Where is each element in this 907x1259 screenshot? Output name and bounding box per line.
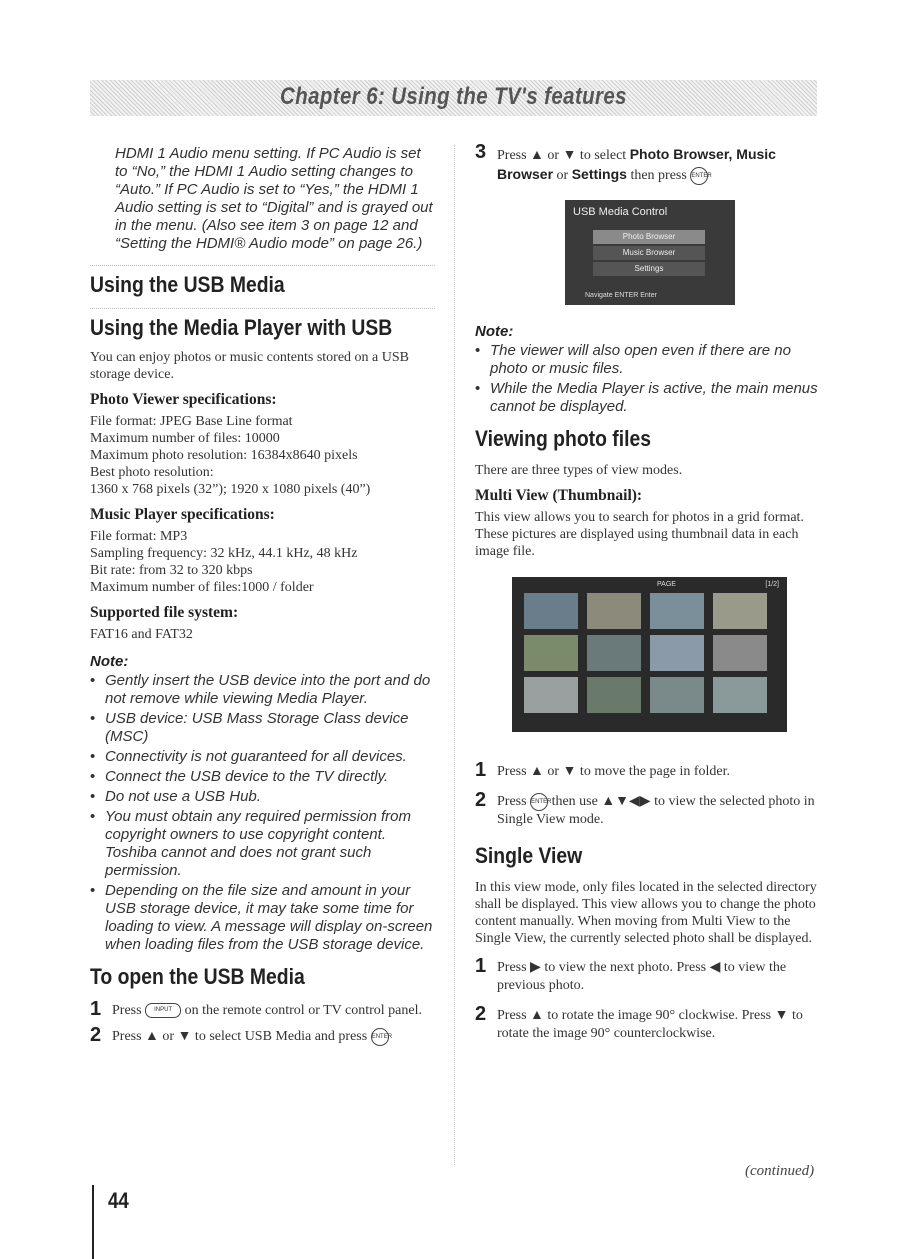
usb-description: You can enjoy photos or music contents stored on a USB storage device. [90,350,409,382]
enter-button-icon: ENTER [690,167,708,185]
photo-thumbnail [587,677,641,713]
section-heading-viewing-photos: Viewing photo files [475,426,652,451]
multi-view-screenshot [512,577,787,732]
photo-thumbnail [524,677,578,713]
music-spec-line: Maximum number of files:1000 / folder [90,580,314,595]
photo-thumbnail [587,593,641,629]
menu-title: USB Media Control [573,206,668,218]
music-spec-title: Music Player specifications: [90,506,275,523]
section-heading-media-player: Using the Media Player with USB [90,315,393,340]
step-text: Press ▶ to view the next photo. Press ◀ to view the previous photo. [497,960,787,994]
step-2 [90,1024,435,1046]
note-item: • Depending on the file size and amount in your USB storage device, it may take some time for loading to view. A message will display on-screen when loading files from the USB storage device. [90,882,435,954]
note-label: Note: [475,323,514,340]
menu-item-photo-browser: Photo Browser [593,230,705,244]
section-heading-open-usb: To open the USB Media [90,964,305,989]
single-step-1 [475,955,820,995]
page-label: PAGE [657,581,676,588]
page-indicator: [1/2] [765,581,779,588]
step-number: 1 [475,759,487,781]
input-button-icon: INPUT [145,1003,181,1018]
step-number: 1 [90,998,102,1020]
right-content-block [475,313,820,560]
step-number: 2 [475,1003,487,1026]
divider [90,308,435,309]
note-item: • While the Media Player is active, the main menus cannot be displayed. [475,380,820,416]
note-item: • Do not use a USB Hub. [90,788,435,806]
step-option: Settings [571,166,627,182]
music-spec-line: Sampling frequency: 32 kHz, 44.1 kHz, 48 kHz [90,546,358,561]
music-spec-line: File format: MP3 [90,529,188,544]
step-text: on the remote control or TV control panel. [184,1003,422,1018]
menu-item-music-browser: Music Browser [593,246,705,260]
step-number: 2 [90,1024,102,1046]
menu-footer: Navigate ENTER Enter [585,292,657,299]
filesystem-title: Supported file system: [90,604,239,621]
step-text: Press [112,1003,142,1018]
enter-button-icon: ENTER [530,793,548,811]
photo-thumbnail [650,593,704,629]
chapter-title: Chapter 6: Using the TV's features [280,83,627,110]
photo-thumbnail [650,677,704,713]
music-spec-line: Bit rate: from 32 to 320 kbps [90,563,253,578]
photo-thumbnail [713,677,767,713]
step-1 [90,998,435,1020]
chapter-banner [90,80,817,116]
note-label: Note: [90,653,129,670]
photo-thumbnail [713,635,767,671]
right-column [475,141,820,1042]
usb-media-control-screenshot [565,200,735,305]
single-view-desc: In this view mode, only files located in the selected directory shall be displayed. This view allows you to change the photo content manually. When moving from Multi View to the Single View, the currently selected photo shall be displayed. [475,880,817,947]
step-text: Press [497,794,527,810]
photo-spec-title: Photo Viewer specifications: [90,391,277,408]
section-heading-usb-media: Using the USB Media [90,272,285,297]
photo-thumbnail [587,635,641,671]
step-option: Photo Browser, Music Browser [497,146,776,182]
multi-view-title: Multi View (Thumbnail): [475,487,643,504]
step-number: 3 [475,141,487,163]
note-item: • The viewer will also open even if there are no photo or music files. [475,342,820,378]
continued-label: (continued) [745,1163,815,1179]
menu-item-settings: Settings [593,262,705,276]
left-column [90,145,435,1046]
note-item: • Connect the USB device to the TV directly. [90,768,435,786]
step-text: then use ▲▼◀▶ to view the selected photo in Single View mode. [497,794,815,828]
photo-spec-line: 1360 x 768 pixels (32”); 1920 x 1080 pixels (40”) [90,482,371,497]
column-divider [454,145,455,1165]
step-text: Press ▲ or ▼ to move the page in folder. [497,764,731,779]
photo-spec-line: File format: JPEG Base Line format [90,414,293,429]
photo-thumbnail [650,635,704,671]
photo-thumbnail [524,593,578,629]
divider [90,265,435,266]
step-number: 2 [475,789,487,811]
step-text: or [556,168,569,183]
step-text: Press ▲ to rotate the image 90° clockwise. Press ▼ to rotate the image 90° counterclockwise. [497,1008,803,1042]
page-number-bar [92,1185,94,1259]
note-item: • You must obtain any required permission from copyright owners to use copyright content. Toshiba cannot and does not grant such permission. [90,808,435,880]
step-3 [475,141,820,185]
step-text: Press ▲ or ▼ to select [497,148,627,163]
photo-spec-line: Best photo resolution: [90,465,214,480]
photo-thumbnail [713,593,767,629]
right-lower-block [475,759,820,1043]
view-modes-desc: There are three types of view modes. [475,463,683,478]
photo-spec-line: Maximum number of files: 10000 [90,431,280,446]
intro-paragraph: HDMI 1 Audio menu setting. If PC Audio is set to “No,” the HDMI 1 Audio setting changes to “Auto.” If PC Audio is set to “Yes,” the HDMI 1 Audio setting is set to “Digital” and is grayed out in the menu. (Also see item 3 on page 12 and “Setting the HDMI® Audio mode” on page 26.) [115,145,433,252]
filesystem-value: FAT16 and FAT32 [90,627,193,642]
step-number: 1 [475,955,487,978]
photo-spec-line: Maximum photo resolution: 16384x8640 pixels [90,448,358,463]
enter-button-icon: ENTER [371,1028,389,1046]
photo-thumbnail [524,635,578,671]
note-item: • Connectivity is not guaranteed for all devices. [90,748,435,766]
multi-step-1 [475,759,820,781]
multi-step-2 [475,789,820,829]
step-text: Press ▲ or ▼ to select USB Media and press [112,1029,368,1045]
page-number: 44 [108,1188,129,1213]
note-item: • Gently insert the USB device into the port and do not remove while viewing Media Player. [90,672,435,708]
section-heading-single-view: Single View [475,843,583,869]
note-item: • USB device: USB Mass Storage Class device (MSC) [90,710,435,746]
single-step-2 [475,1003,820,1043]
multi-view-desc: This view allows you to search for photos in a grid format. These pictures are displayed using thumbnail data in each image file. [475,510,804,559]
step-text: then press [630,168,687,183]
